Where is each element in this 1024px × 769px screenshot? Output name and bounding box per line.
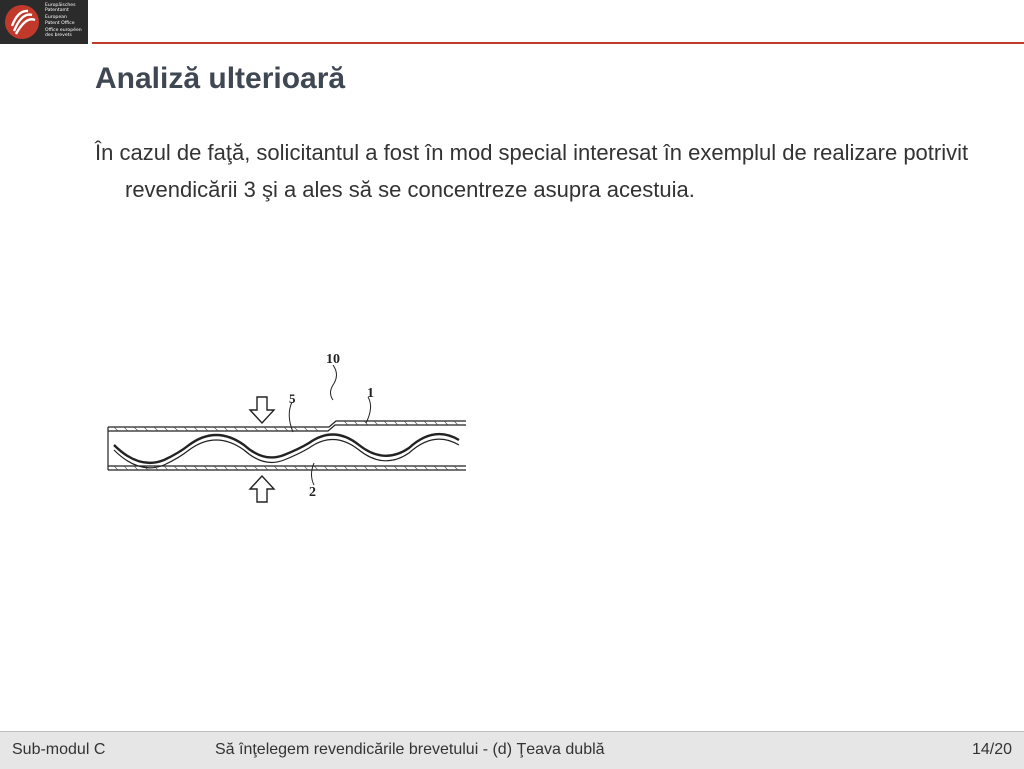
logo-line: des brevets xyxy=(45,33,72,39)
logo-text xyxy=(45,3,87,38)
footer-module: Sub-modul C xyxy=(12,741,106,758)
inner-corrugated-pipe xyxy=(114,434,459,468)
ref-label-1: 1 xyxy=(367,386,374,401)
logo-line: Patentamt xyxy=(45,8,69,14)
ref-label-5: 5 xyxy=(289,391,296,406)
logo-line: Office européen xyxy=(45,27,82,33)
ref-label-2: 2 xyxy=(309,485,316,500)
logo-line: Europäisches xyxy=(45,3,76,8)
slide-body-text: În cazul de faţă, solicitantul a fost în mod special interesat în exemplul de realizare potrivit revendicării 3 şi a ales să se concentreze asupra acestuia. xyxy=(95,140,969,202)
header-rule xyxy=(92,42,1024,44)
pipe-wall-hatching xyxy=(114,421,458,470)
arrow-up-icon xyxy=(250,476,274,502)
arrow-down-icon xyxy=(250,397,274,423)
footer-topic: Să înţelegem revendicările brevetului - (d) Ţeava dublă xyxy=(215,741,605,758)
ref-label-10: 10 xyxy=(326,352,340,367)
slide-title: Analiză ulterioară xyxy=(95,62,346,95)
slide-footer xyxy=(0,731,1024,769)
logo-line: Patent Office xyxy=(45,20,75,26)
epo-logo-icon xyxy=(4,4,40,40)
footer-page-number: 14/20 xyxy=(971,741,1012,758)
logo-line: European xyxy=(45,15,67,21)
epo-logo xyxy=(0,0,88,44)
double-pipe-figure xyxy=(104,345,470,513)
